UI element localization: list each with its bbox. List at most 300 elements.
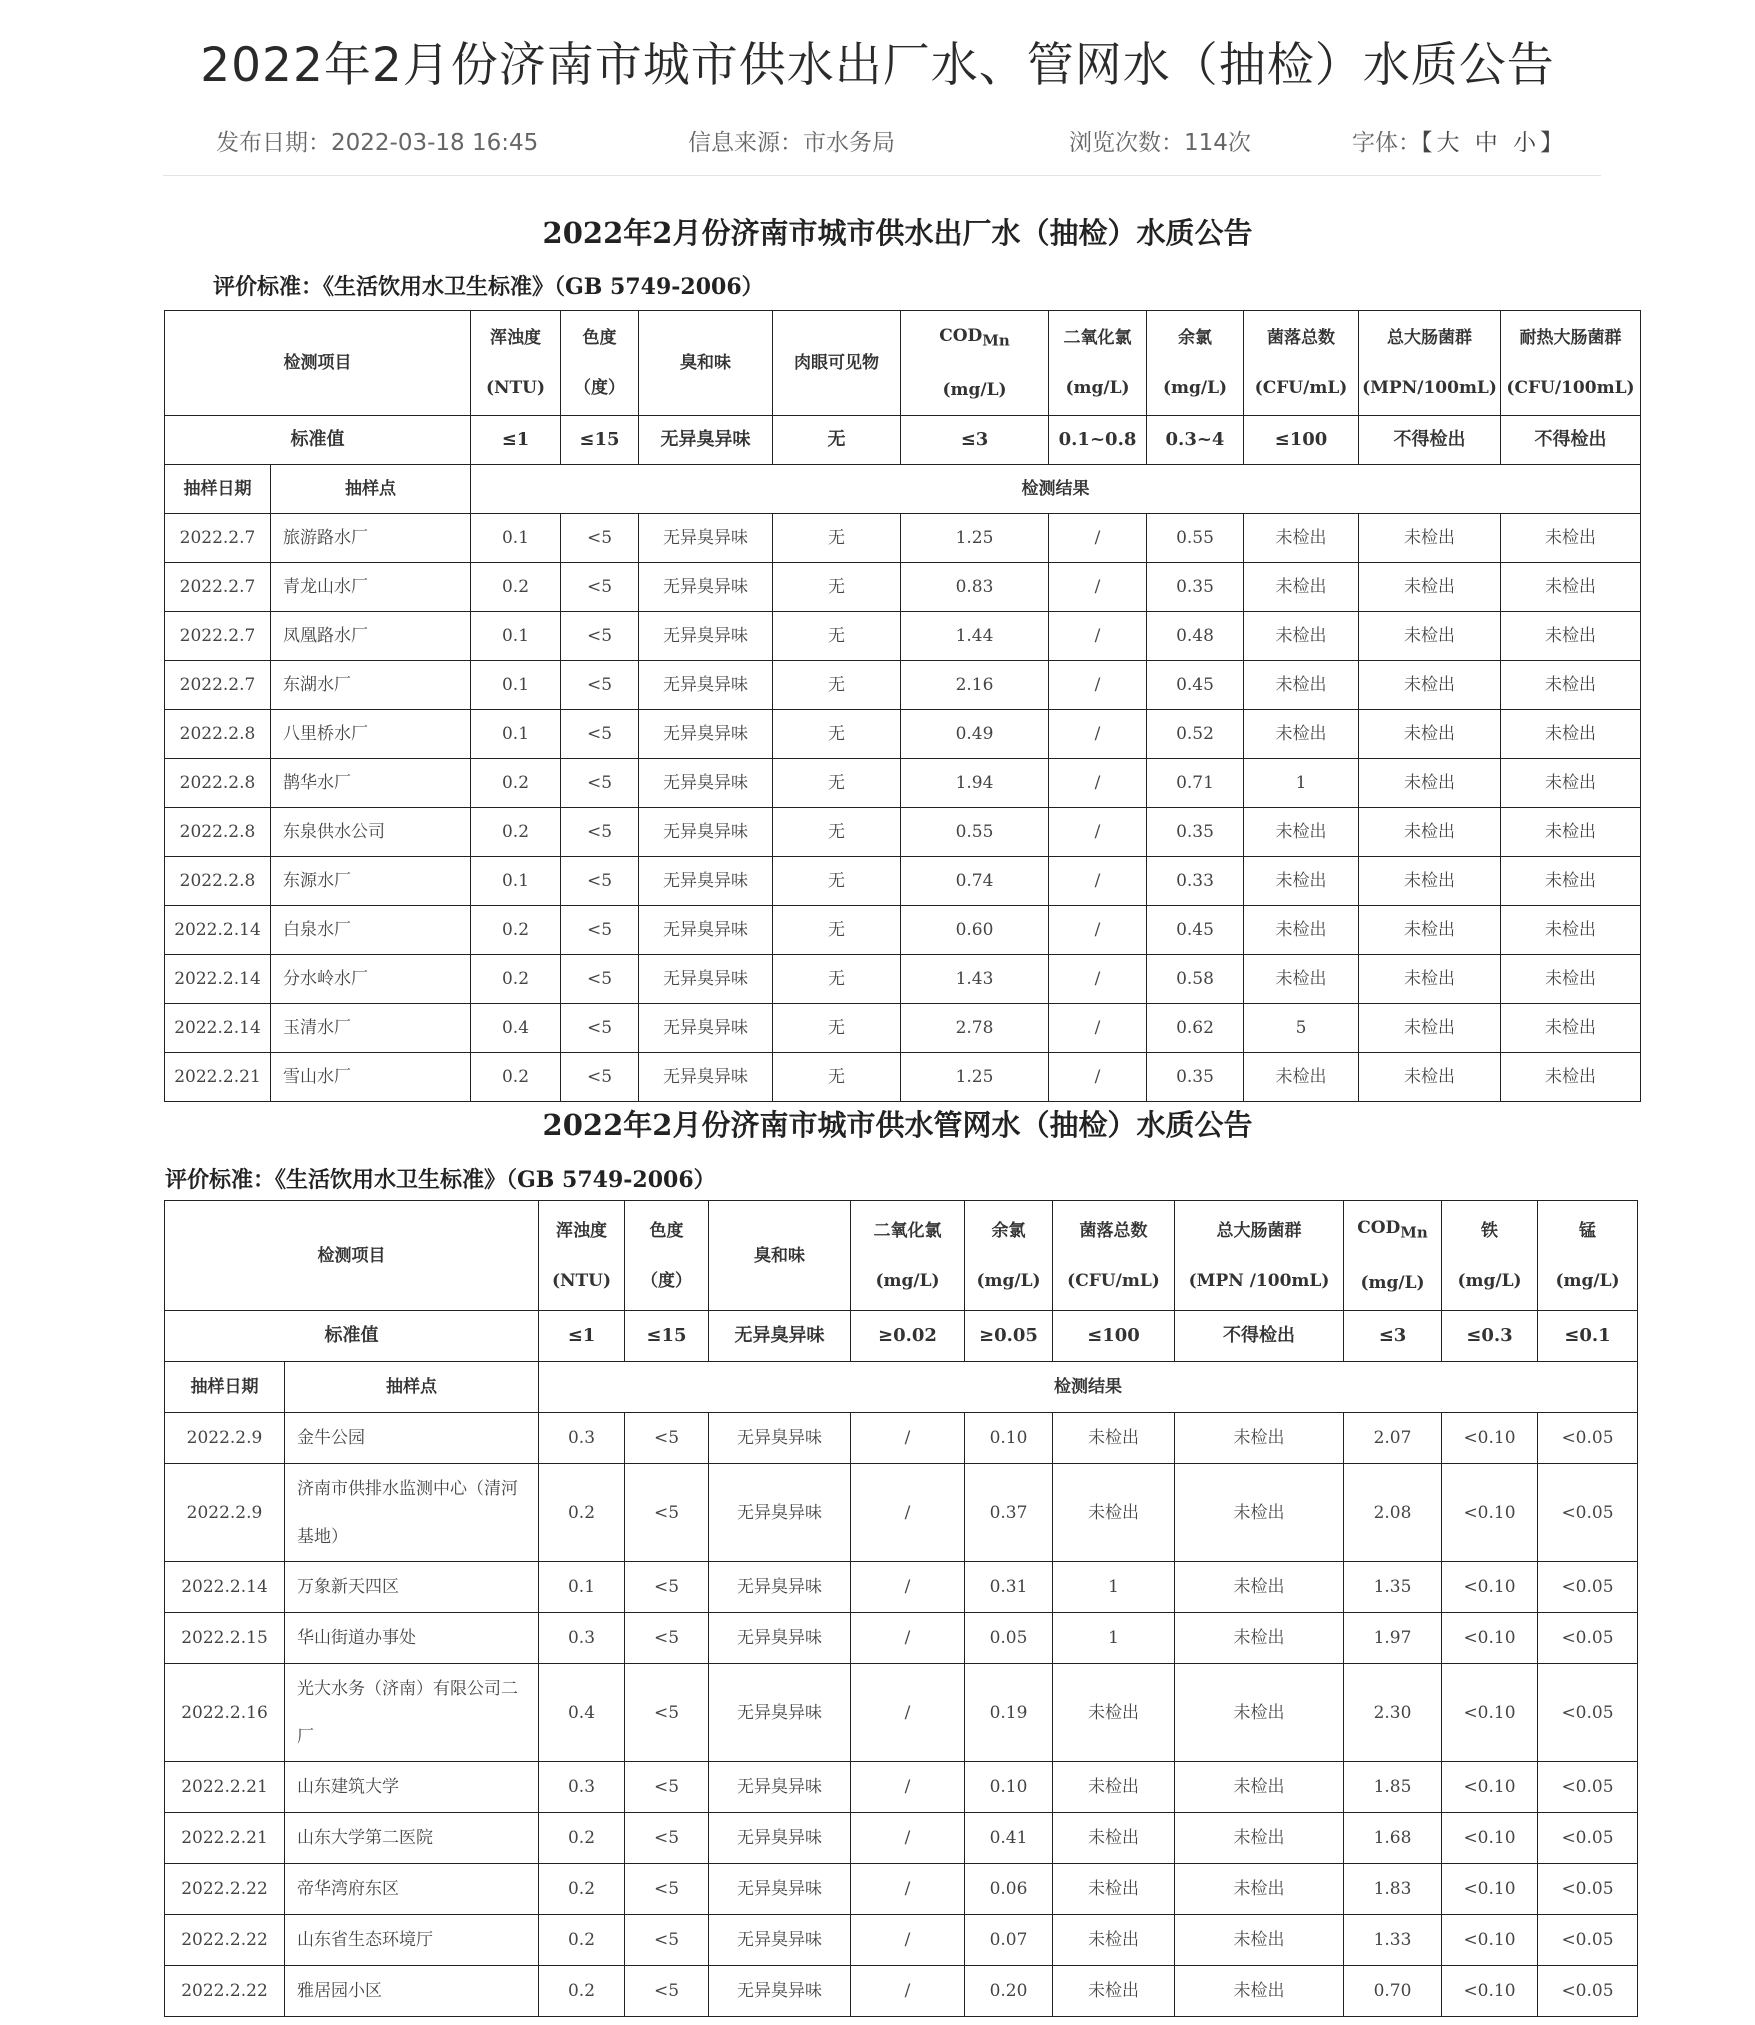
- column-name-text: 余氯: [1178, 328, 1212, 349]
- sampling-date: 2022.2.21: [165, 1762, 285, 1813]
- result-value: 无异臭异味: [639, 563, 773, 612]
- sampling-date: 2022.2.8: [165, 808, 271, 857]
- result-value: 无异臭异味: [639, 857, 773, 906]
- table-row: [165, 759, 1641, 808]
- column-name-text: 耐热大肠菌群: [1519, 328, 1622, 349]
- result-value: 未检出: [1244, 612, 1359, 661]
- result-value: 未检出: [1175, 1464, 1344, 1562]
- factory-evaluation-standard: 评价标准：《生活饮用水卫生标准》（GB 5749-2006）: [213, 274, 764, 300]
- result-value: 0.2: [471, 906, 561, 955]
- result-value: 0.2: [471, 808, 561, 857]
- result-value: 无: [773, 1004, 901, 1053]
- result-value: 未检出: [1053, 1915, 1175, 1966]
- view-count: 浏览次数：114次: [1069, 130, 1251, 156]
- sampling-site: 旅游路水厂: [271, 514, 471, 563]
- standard-label: 标准值: [165, 416, 471, 465]
- result-value: <5: [561, 955, 639, 1004]
- standard-row: [165, 416, 1641, 465]
- result-value: <5: [625, 1562, 709, 1613]
- result-value: 0.06: [965, 1864, 1053, 1915]
- result-value: 0.55: [901, 808, 1049, 857]
- result-value: 0.19: [965, 1664, 1053, 1762]
- column-name-text: 臭和味: [680, 353, 731, 374]
- standard-label: 标准值: [165, 1311, 539, 1362]
- result-value: 0.1: [471, 514, 561, 563]
- result-value: <0.05: [1538, 1562, 1638, 1613]
- result-value: 未检出: [1501, 612, 1641, 661]
- column-header: [851, 1201, 965, 1311]
- result-value: 未检出: [1359, 759, 1501, 808]
- result-value: 未检出: [1175, 1762, 1344, 1813]
- column-name: [1347, 1203, 1438, 1257]
- publish-date: 发布日期：2022-03-18 16:45: [216, 130, 539, 156]
- result-value: 未检出: [1359, 514, 1501, 563]
- result-value: 未检出: [1501, 906, 1641, 955]
- result-value: 0.35: [1147, 808, 1244, 857]
- result-value: 未检出: [1053, 1966, 1175, 2017]
- table-row: [165, 1413, 1638, 1464]
- column-header: [539, 1201, 625, 1311]
- column-unit: (NTU): [551, 1270, 612, 1291]
- sampling-site: 济南市供排水监测中心（清河基地）: [285, 1464, 539, 1562]
- standard-value: ≤100: [1244, 416, 1359, 465]
- column-name-text: 铁: [1481, 1220, 1498, 1241]
- sampling-date: 2022.2.7: [165, 612, 271, 661]
- result-value: <5: [625, 1864, 709, 1915]
- result-value: 0.33: [1147, 857, 1244, 906]
- table-row: [165, 1562, 1638, 1613]
- standard-value: 0.3~4: [1147, 416, 1244, 465]
- result-value: 未检出: [1053, 1813, 1175, 1864]
- sampling-site: 青龙山水厂: [271, 563, 471, 612]
- result-value: <5: [561, 612, 639, 661]
- result-value: /: [851, 1464, 965, 1562]
- result-value: 0.1: [471, 857, 561, 906]
- result-value: <5: [561, 710, 639, 759]
- table-row: [165, 612, 1641, 661]
- column-name-text: 浑浊度: [556, 1220, 607, 1241]
- column-name-text: 余氯: [991, 1220, 1026, 1241]
- column-name-text: 色度: [649, 1220, 684, 1241]
- font-size-options[interactable]: 【大 中 小】: [1421, 130, 1568, 156]
- column-header: [709, 1201, 851, 1311]
- result-value: /: [1049, 563, 1147, 612]
- column-name: [1504, 313, 1637, 363]
- result-value: 5: [1244, 1004, 1359, 1053]
- result-value: 未检出: [1501, 1053, 1641, 1102]
- column-name-text: 色度: [582, 328, 617, 349]
- result-value: /: [1049, 612, 1147, 661]
- result-value: 0.71: [1147, 759, 1244, 808]
- result-value: 0.2: [471, 563, 561, 612]
- test-result-label: 检测结果: [471, 465, 1641, 514]
- result-value: <5: [561, 661, 639, 710]
- column-name-subscript: Mn: [982, 331, 1010, 350]
- sampling-site: 鹊华水厂: [271, 759, 471, 808]
- result-value: 未检出: [1359, 808, 1501, 857]
- result-value: 无异臭异味: [709, 1613, 851, 1664]
- column-name: [776, 338, 897, 388]
- column-unit: (MPN /100mL): [1188, 1270, 1330, 1291]
- standard-value: ≤0.1: [1538, 1311, 1638, 1362]
- table-row: [165, 906, 1641, 955]
- table-row: [165, 514, 1641, 563]
- header-divider: [163, 175, 1601, 176]
- result-value: /: [1049, 906, 1147, 955]
- result-value: 未检出: [1175, 1864, 1344, 1915]
- result-value: <5: [625, 1966, 709, 2017]
- table-row: [165, 1664, 1638, 1762]
- result-value: 无异臭异味: [709, 1413, 851, 1464]
- result-value: 0.4: [471, 1004, 561, 1053]
- table-row: [165, 1762, 1638, 1813]
- label-row: [165, 465, 1641, 514]
- result-value: 未检出: [1359, 857, 1501, 906]
- result-value: 无异臭异味: [639, 514, 773, 563]
- result-value: 未检出: [1244, 1053, 1359, 1102]
- result-value: 未检出: [1053, 1864, 1175, 1915]
- column-header: [625, 1201, 709, 1311]
- result-value: 未检出: [1501, 661, 1641, 710]
- result-value: 未检出: [1359, 955, 1501, 1004]
- table-row: [165, 955, 1641, 1004]
- standard-value: 无: [773, 416, 901, 465]
- result-value: <5: [561, 1004, 639, 1053]
- sampling-date: 2022.2.14: [165, 955, 271, 1004]
- sampling-site: 万象新天四区: [285, 1562, 539, 1613]
- table-row: [165, 1464, 1638, 1562]
- result-value: <0.10: [1442, 1864, 1538, 1915]
- column-unit: (mg/L): [1065, 378, 1130, 399]
- factory-water-table: [164, 310, 1641, 1102]
- result-value: 1.85: [1344, 1762, 1442, 1813]
- result-value: 无异臭异味: [639, 955, 773, 1004]
- sampling-site: 雅居园小区: [285, 1966, 539, 2017]
- result-value: 未检出: [1244, 661, 1359, 710]
- standard-value: ≥0.02: [851, 1311, 965, 1362]
- result-value: <5: [625, 1613, 709, 1664]
- result-value: 1.97: [1344, 1613, 1442, 1664]
- result-value: 1: [1053, 1613, 1175, 1664]
- column-name: [968, 1206, 1049, 1256]
- result-value: 无异臭异味: [639, 612, 773, 661]
- standard-value: ≤1: [539, 1311, 625, 1362]
- sampling-site: 雪山水厂: [271, 1053, 471, 1102]
- result-value: 0.20: [965, 1966, 1053, 2017]
- standard-row: [165, 1311, 1638, 1362]
- result-value: 0.10: [965, 1413, 1053, 1464]
- column-header: [773, 311, 901, 416]
- column-header: [639, 311, 773, 416]
- column-header: [1359, 311, 1501, 416]
- result-value: 无异臭异味: [709, 1813, 851, 1864]
- result-value: 未检出: [1501, 857, 1641, 906]
- result-value: 未检出: [1175, 1613, 1344, 1664]
- result-value: /: [851, 1413, 965, 1464]
- sampling-site: 东泉供水公司: [271, 808, 471, 857]
- column-name: [642, 338, 769, 388]
- result-value: 未检出: [1244, 906, 1359, 955]
- column-header: [561, 311, 639, 416]
- result-value: <5: [561, 808, 639, 857]
- sampling-site: 凤凰路水厂: [271, 612, 471, 661]
- result-value: 0.1: [471, 661, 561, 710]
- sampling-site: 光大水务（济南）有限公司二厂: [285, 1664, 539, 1762]
- result-value: 无异臭异味: [639, 1004, 773, 1053]
- result-value: 未检出: [1501, 710, 1641, 759]
- result-value: 无: [773, 955, 901, 1004]
- column-name-text: 菌落总数: [1079, 1220, 1148, 1241]
- sampling-date: 2022.2.21: [165, 1813, 285, 1864]
- column-unit: (CFU/100mL): [1506, 378, 1635, 399]
- result-value: 0.1: [539, 1562, 625, 1613]
- table-row: [165, 1613, 1638, 1664]
- column-unit: (MPN/100mL): [1362, 378, 1497, 399]
- result-value: 0.10: [965, 1762, 1053, 1813]
- result-value: <0.10: [1442, 1664, 1538, 1762]
- result-value: <0.05: [1538, 1813, 1638, 1864]
- table-row: [165, 710, 1641, 759]
- result-value: 无异臭异味: [709, 1762, 851, 1813]
- result-value: 无异臭异味: [709, 1464, 851, 1562]
- standard-value: ≤3: [901, 416, 1049, 465]
- result-value: 0.05: [965, 1613, 1053, 1664]
- result-value: 0.2: [539, 1864, 625, 1915]
- sampling-date: 2022.2.16: [165, 1664, 285, 1762]
- result-value: <5: [625, 1813, 709, 1864]
- result-value: 未检出: [1359, 661, 1501, 710]
- result-value: 无: [773, 759, 901, 808]
- result-value: 0.48: [1147, 612, 1244, 661]
- column-unit: (mg/L): [875, 1270, 940, 1291]
- result-value: 0.52: [1147, 710, 1244, 759]
- column-header: [965, 1201, 1053, 1311]
- column-name: [1541, 1206, 1634, 1256]
- standard-value: ≤1: [471, 416, 561, 465]
- sampling-date-label: 抽样日期: [165, 465, 271, 514]
- result-value: 0.3: [539, 1613, 625, 1664]
- result-value: 0.2: [471, 955, 561, 1004]
- result-value: <0.05: [1538, 1966, 1638, 2017]
- result-value: 未检出: [1175, 1813, 1344, 1864]
- network-evaluation-standard: 评价标准：《生活饮用水卫生标准》（GB 5749-2006）: [165, 1167, 716, 1193]
- sampling-date: 2022.2.7: [165, 661, 271, 710]
- sampling-site: 八里桥水厂: [271, 710, 471, 759]
- sampling-date: 2022.2.22: [165, 1915, 285, 1966]
- result-value: 0.2: [539, 1464, 625, 1562]
- table-row: [165, 1004, 1641, 1053]
- result-value: 1.94: [901, 759, 1049, 808]
- result-value: 未检出: [1501, 563, 1641, 612]
- standard-value: 不得检出: [1359, 416, 1501, 465]
- result-value: 未检出: [1501, 514, 1641, 563]
- column-header: [1344, 1201, 1442, 1311]
- table-row: [165, 857, 1641, 906]
- result-value: 0.4: [539, 1664, 625, 1762]
- sampling-site-label: 抽样点: [271, 465, 471, 514]
- result-value: <5: [625, 1413, 709, 1464]
- result-value: 1.43: [901, 955, 1049, 1004]
- column-name-text: 总大肠菌群: [1387, 328, 1472, 349]
- result-value: 1: [1244, 759, 1359, 808]
- column-name: [1052, 313, 1143, 363]
- result-value: 1.83: [1344, 1864, 1442, 1915]
- result-value: 0.07: [965, 1915, 1053, 1966]
- sampling-date: 2022.2.7: [165, 563, 271, 612]
- column-name: [1150, 313, 1240, 363]
- result-value: 2.16: [901, 661, 1049, 710]
- standard-value: 0.1~0.8: [1049, 416, 1147, 465]
- result-value: 0.60: [901, 906, 1049, 955]
- result-value: /: [1049, 1004, 1147, 1053]
- column-name-text: 臭和味: [754, 1245, 805, 1266]
- column-header: [471, 311, 561, 416]
- column-name: [542, 1206, 621, 1256]
- result-value: 无: [773, 710, 901, 759]
- result-value: 未检出: [1359, 710, 1501, 759]
- result-value: <0.05: [1538, 1413, 1638, 1464]
- result-value: /: [1049, 1053, 1147, 1102]
- column-name-text: 浑浊度: [490, 328, 541, 349]
- result-value: 未检出: [1359, 1053, 1501, 1102]
- result-value: 2.78: [901, 1004, 1049, 1053]
- result-value: 未检出: [1501, 808, 1641, 857]
- result-value: 未检出: [1244, 857, 1359, 906]
- column-unit: （度）: [641, 1270, 692, 1291]
- result-value: <0.05: [1538, 1915, 1638, 1966]
- result-value: 1.33: [1344, 1915, 1442, 1966]
- sampling-date-label: 抽样日期: [165, 1362, 285, 1413]
- standard-value: ≥0.05: [965, 1311, 1053, 1362]
- item-label: 检测项目: [165, 1201, 539, 1311]
- result-value: 未检出: [1175, 1664, 1344, 1762]
- column-unit: (mg/L): [976, 1270, 1041, 1291]
- result-value: /: [851, 1762, 965, 1813]
- result-value: 0.45: [1147, 661, 1244, 710]
- result-value: <5: [561, 563, 639, 612]
- page-title: 2022年2月份济南市城市供水出厂水、管网水（抽检）水质公告: [200, 38, 1555, 93]
- column-unit: (CFU/mL): [1067, 1270, 1160, 1291]
- sampling-date: 2022.2.22: [165, 1864, 285, 1915]
- result-value: /: [1049, 661, 1147, 710]
- column-header: [1175, 1201, 1344, 1311]
- result-value: 未检出: [1359, 906, 1501, 955]
- column-name-text: 二氧化氯: [873, 1220, 942, 1241]
- sampling-date: 2022.2.9: [165, 1464, 285, 1562]
- standard-value: ≤3: [1344, 1311, 1442, 1362]
- column-name: [904, 311, 1045, 365]
- table-row: [165, 1053, 1641, 1102]
- font-size-label: 字体：: [1352, 130, 1421, 156]
- result-value: 无: [773, 661, 901, 710]
- result-value: 未检出: [1244, 808, 1359, 857]
- result-value: /: [851, 1613, 965, 1664]
- result-value: /: [851, 1966, 965, 2017]
- result-value: 0.2: [539, 1813, 625, 1864]
- sampling-site: 山东建筑大学: [285, 1762, 539, 1813]
- result-value: 无: [773, 563, 901, 612]
- sampling-date: 2022.2.8: [165, 759, 271, 808]
- header-row: [165, 311, 1641, 416]
- result-value: 无异臭异味: [709, 1664, 851, 1762]
- result-value: <5: [625, 1464, 709, 1562]
- result-value: 1: [1053, 1562, 1175, 1613]
- result-value: 无: [773, 1053, 901, 1102]
- result-value: 0.2: [471, 1053, 561, 1102]
- column-header: [1442, 1201, 1538, 1311]
- column-name: [1056, 1206, 1171, 1256]
- column-header: [1053, 1201, 1175, 1311]
- result-value: 无: [773, 514, 901, 563]
- sampling-site-label: 抽样点: [285, 1362, 539, 1413]
- sampling-date: 2022.2.14: [165, 1004, 271, 1053]
- result-value: <0.10: [1442, 1915, 1538, 1966]
- result-value: 0.58: [1147, 955, 1244, 1004]
- result-value: 无: [773, 612, 901, 661]
- table-row: [165, 1864, 1638, 1915]
- result-value: 未检出: [1053, 1762, 1175, 1813]
- result-value: 0.2: [539, 1966, 625, 2017]
- sampling-date: 2022.2.7: [165, 514, 271, 563]
- column-name-text: 总大肠菌群: [1216, 1220, 1302, 1241]
- column-name-text: 二氧化氯: [1063, 328, 1132, 349]
- result-value: 未检出: [1501, 759, 1641, 808]
- result-value: <0.10: [1442, 1464, 1538, 1562]
- result-value: 0.35: [1147, 563, 1244, 612]
- sampling-site: 东源水厂: [271, 857, 471, 906]
- result-value: 无: [773, 857, 901, 906]
- column-name-subscript: Mn: [1400, 1223, 1428, 1242]
- column-header: [1244, 311, 1359, 416]
- result-value: /: [851, 1915, 965, 1966]
- result-value: 0.83: [901, 563, 1049, 612]
- column-name: [1178, 1206, 1340, 1256]
- result-value: 未检出: [1053, 1664, 1175, 1762]
- header-row: [165, 1201, 1638, 1311]
- result-value: 无异臭异味: [639, 759, 773, 808]
- result-value: 未检出: [1501, 955, 1641, 1004]
- result-value: 0.74: [901, 857, 1049, 906]
- result-value: 未检出: [1244, 955, 1359, 1004]
- result-value: <0.10: [1442, 1966, 1538, 2017]
- sampling-site: 华山街道办事处: [285, 1613, 539, 1664]
- column-name: [1247, 313, 1355, 363]
- result-value: 0.45: [1147, 906, 1244, 955]
- result-value: /: [1049, 955, 1147, 1004]
- network-water-table: [164, 1200, 1638, 2017]
- result-value: 无异臭异味: [709, 1864, 851, 1915]
- sampling-site: 分水岭水厂: [271, 955, 471, 1004]
- sampling-site: 东湖水厂: [271, 661, 471, 710]
- result-value: 无异臭异味: [639, 710, 773, 759]
- result-value: <5: [625, 1664, 709, 1762]
- result-value: 0.2: [539, 1915, 625, 1966]
- column-unit: (mg/L): [1162, 378, 1228, 399]
- column-name: [474, 313, 557, 363]
- sampling-date: 2022.2.22: [165, 1966, 285, 2017]
- sampling-site: 玉清水厂: [271, 1004, 471, 1053]
- column-name-text: COD: [1357, 1218, 1401, 1239]
- result-value: /: [851, 1664, 965, 1762]
- result-value: /: [851, 1864, 965, 1915]
- result-value: 未检出: [1175, 1966, 1344, 2017]
- result-value: /: [1049, 514, 1147, 563]
- result-value: 未检出: [1244, 563, 1359, 612]
- result-value: 未检出: [1359, 612, 1501, 661]
- result-value: 未检出: [1244, 710, 1359, 759]
- column-name-text: 锰: [1579, 1220, 1596, 1241]
- result-value: 无异臭异味: [639, 808, 773, 857]
